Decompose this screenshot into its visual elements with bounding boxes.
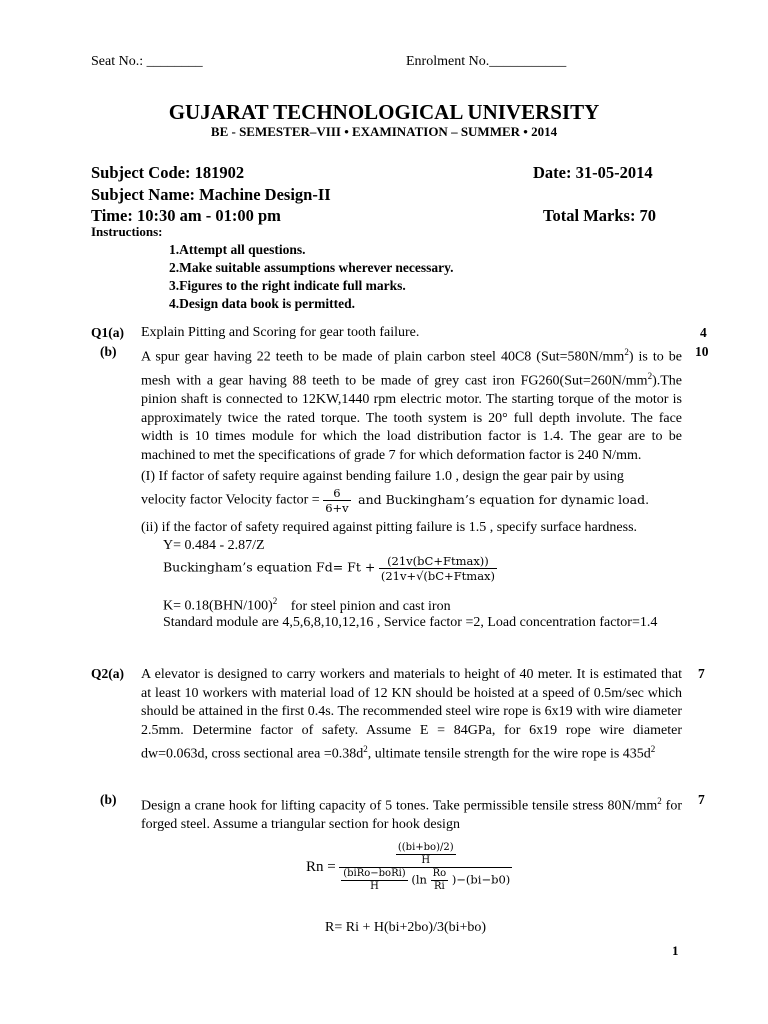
rn-tail: )−(bi−b0) xyxy=(451,872,511,887)
enrolment-no: Enrolment No.___________ xyxy=(406,54,567,69)
velocity-factor-line xyxy=(141,486,649,515)
rn-num-bottom: H xyxy=(421,855,431,866)
q2b-label: (b) xyxy=(100,792,117,807)
y-formula: Y= 0.484 - 2.87/Z xyxy=(163,538,265,553)
buckingham-fraction xyxy=(379,554,497,583)
exam-date: Date: 31-05-2014 xyxy=(533,163,653,182)
total-marks: Total Marks: 70 xyxy=(543,206,657,225)
q2a-label: Q2(a) xyxy=(91,666,124,681)
vf-denominator: 6+v xyxy=(325,501,349,515)
rn-ro-ri-fraction xyxy=(431,868,449,893)
q1b-marks: 10 xyxy=(695,344,709,359)
vf-numerator: 6 xyxy=(323,486,350,501)
k-formula: $K= 0.18(BHN/100)^2$ for steel pinion and cast iron xyxy=(163,596,451,614)
instruction-item: 2.Make suitable assumptions wherever necessary. xyxy=(169,260,454,275)
rn-num-top: ((bi+bo)/2) xyxy=(397,842,454,853)
velocity-prefix: velocity factor Velocity factor = xyxy=(141,492,320,508)
buckingham-numerator: (21v(bC+Ftmax)) xyxy=(379,554,497,569)
rn-numerator xyxy=(339,842,512,868)
rn-denominator xyxy=(339,868,512,893)
velocity-suffix: and Buckingham’s equation for dynamic load. xyxy=(358,491,650,507)
rn-den-top: (biRo−boRi) xyxy=(343,868,406,879)
q1a-text: Explain Pitting and Scoring for gear tooth failure. xyxy=(141,325,420,340)
q1a-label: Q1(a) xyxy=(91,325,124,340)
rn-formula xyxy=(306,842,512,893)
r-formula: R= Ri + H(bi+2bo)/3(bi+bo) xyxy=(325,920,487,935)
semester-line: BE - SEMESTER–VIII • EXAMINATION – SUMMER • 2014 xyxy=(210,124,558,139)
seat-no: Seat No.: ________ xyxy=(91,54,203,69)
q1b-text: A spur gear having 22 teeth to be made of plain carbon steel 40C8 $(Sut=580N/mm^2)$ is to be mesh with a gear having 88 teeth to be made of grey cast iron $FG260(Sut=260N/mm^2).The$ pinion shaft is connected to 12KW,1440 rpm electric motor. The starting torque of the motor is approximately twice the rated torque. The tooth system is 20° full depth involute. The face width is 10 times module for which the load distribution factor is 1.4. The gear are to be machined to met the specifications of grade 7 for which deformation factor is 240 N/mm. xyxy=(141,347,682,463)
buckingham-prefix: Buckingham’s equation Fd= Ft + xyxy=(163,559,376,575)
q2a-text: A elevator is designed to carry workers and materials to height of 40 meter. It is estimated that at least 10 workers with material load of 12 KN should be hoisted at a speed of 0.5m/sec which should be attained in the first 0.4s. The recommended steel wire rope is 6x19 with wire diameter 2.5mm. Determine factor of safety. Assume E = 84GPa, for 6x19 rope wire diameter dw=0.063d, cross sectional area $=0.38d^2$, ultimate tensile strength for the wire rope is $435d^2$ xyxy=(141,667,682,762)
q1b-part-ii: (ii) if the factor of safety required against pitting failure is 1.5 , specify surface hardness. xyxy=(141,520,638,535)
q2a-marks: 7 xyxy=(698,666,705,681)
subject-code: Subject Code: 181902 xyxy=(91,163,245,182)
university-title: GUJARAT TECHNOLOGICAL UNIVERSITY xyxy=(168,100,600,124)
q2b-marks: 7 xyxy=(698,792,705,807)
instruction-item: 1.Attempt all questions. xyxy=(169,242,306,257)
rn-den-bottom: H xyxy=(370,881,379,892)
instruction-item: 4.Design data book is permitted. xyxy=(169,296,356,311)
buckingham-denominator: (21v+√(bC+Ftmax) xyxy=(380,569,496,583)
rn-fraction xyxy=(339,842,512,893)
subject-name: Subject Name: Machine Design-II xyxy=(91,185,331,204)
standard-module-text: Standard module are 4,5,6,8,10,12,16 , Service factor =2, Load concentration factor=1.4 xyxy=(163,615,658,630)
rn-den-fraction xyxy=(341,868,407,893)
q1a-marks: 4 xyxy=(700,325,707,340)
buckingham-equation xyxy=(163,554,497,583)
rn-numerator-fraction xyxy=(396,842,456,867)
instruction-item: 3.Figures to the right indicate full marks. xyxy=(169,278,406,293)
q2b-text: Design a crane hook for lifting capacity of 5 tones. Take permissible tensile stress $80N/mm^2$ for forged steel. Assume a triangular section for hook design xyxy=(141,796,682,833)
exam-time: Time: 10:30 am - 01:00 pm xyxy=(91,206,281,225)
rn-ro: Ro xyxy=(432,868,447,879)
page-number: 1 xyxy=(672,943,679,958)
rn-label: Rn = xyxy=(306,859,336,875)
q1b-label: (b) xyxy=(100,344,117,359)
q1b-part-i: (I) If factor of safety require against bending failure 1.0 , design the gear pair by using xyxy=(141,469,624,484)
rn-ri: Ri xyxy=(434,881,445,892)
rn-ln: (ln xyxy=(411,872,427,887)
instructions-heading: Instructions: xyxy=(91,224,163,239)
velocity-factor-fraction xyxy=(323,486,350,515)
